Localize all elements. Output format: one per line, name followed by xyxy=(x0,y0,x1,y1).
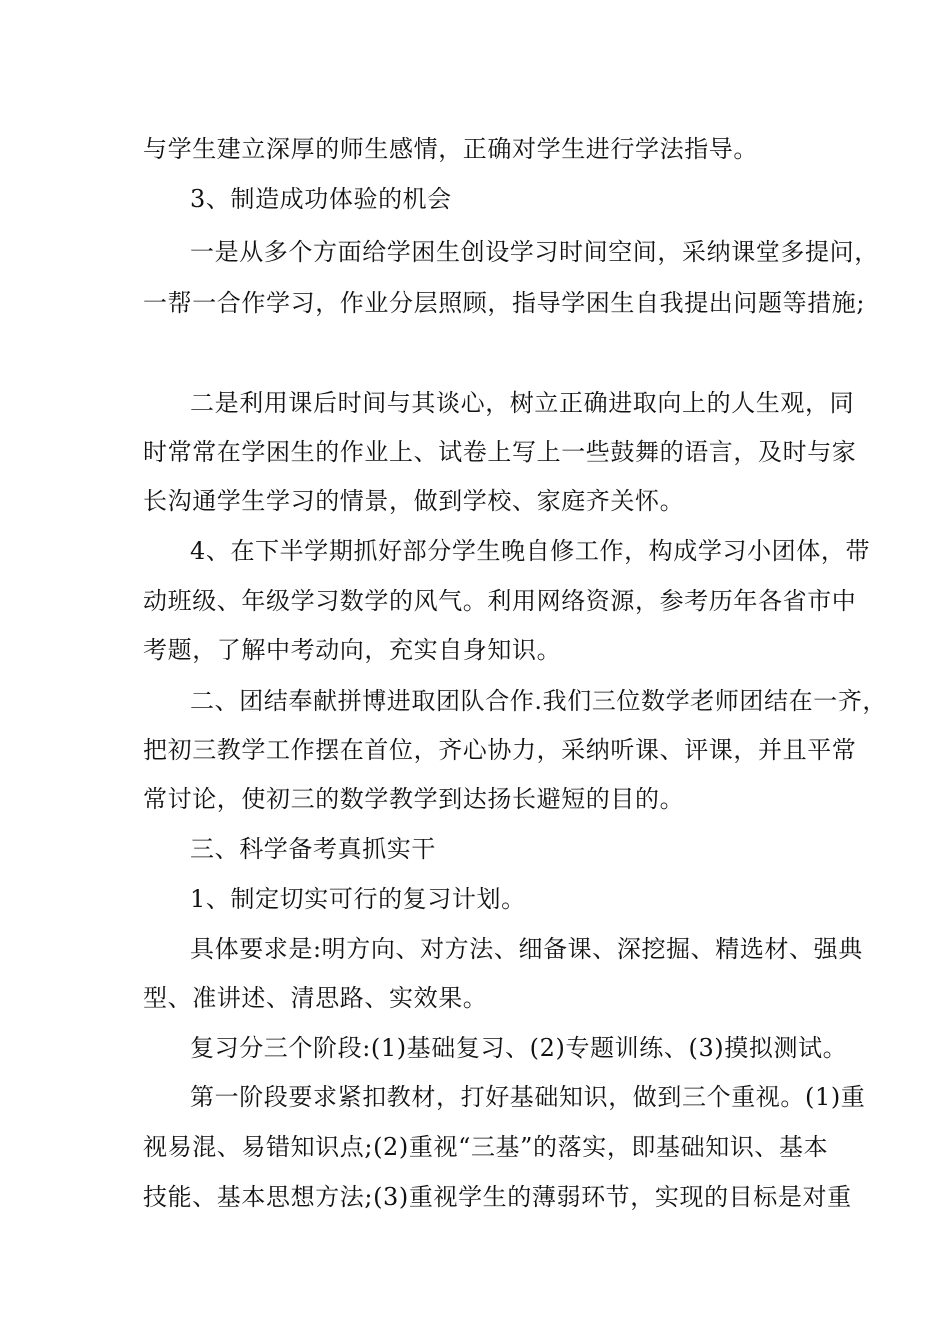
text-line: 第一阶段要求紧扣教材，打好基础知识，做到三个重视。(1)重 xyxy=(190,1083,866,1111)
text-line: 二是利用课后时间与其谈心，树立正确进取向上的人生观，同 xyxy=(190,389,855,417)
text-line: 型、准讲述、清思路、实效果。 xyxy=(143,984,488,1012)
text-line: 考题，了解中考动向，充实自身知识。 xyxy=(143,636,562,664)
text-line: 常讨论，使初三的数学教学到达扬长避短的目的。 xyxy=(143,785,685,813)
text-line: 4、在下半学期抓好部分学生晚自修工作，构成学习小团体，带 xyxy=(190,537,871,565)
text-line: 二、团结奉献拼博进取团队合作.我们三位数学老师团结在一齐， xyxy=(190,687,888,715)
text-line: 一帮一合作学习，作业分层照顾，指导学困生自我提出问题等措施; xyxy=(143,289,866,317)
text-line: 具体要求是:明方向、对方法、细备课、深挖掘、精选材、强典 xyxy=(190,935,863,963)
text-line: 三、科学备考真抓实干 xyxy=(190,835,436,863)
text-line: 时常常在学困生的作业上、试卷上写上一些鼓舞的语言，及时与家 xyxy=(143,438,857,466)
text-line: 1、制定切实可行的复习计划。 xyxy=(190,885,526,913)
text-line: 与学生建立深厚的师生感情，正确对学生进行学法指导。 xyxy=(143,135,758,163)
text-line: 视易混、易错知识点;(2)重视“三基”的落实，即基础知识、基本 xyxy=(143,1133,829,1161)
text-line: 把初三教学工作摆在首位，齐心协力，采纳听课、评课，并且平常 xyxy=(143,736,857,764)
text-line: 技能、基本思想方法;(3)重视学生的薄弱环节，实现的目标是对重 xyxy=(143,1183,852,1211)
text-line: 一是从多个方面给学困生创设学习时间空间，采纳课堂多提问， xyxy=(190,238,879,266)
text-line: 动班级、年级学习数学的风气。利用网络资源，参考历年各省市中 xyxy=(143,587,857,615)
text-line: 长沟通学生学习的情景，做到学校、家庭齐关怀。 xyxy=(143,487,685,515)
text-line: 复习分三个阶段:(1)基础复习、(2)专题训练、(3)摸拟测试。 xyxy=(190,1034,848,1062)
text-line: 3、制造成功体验的机会 xyxy=(190,185,452,213)
